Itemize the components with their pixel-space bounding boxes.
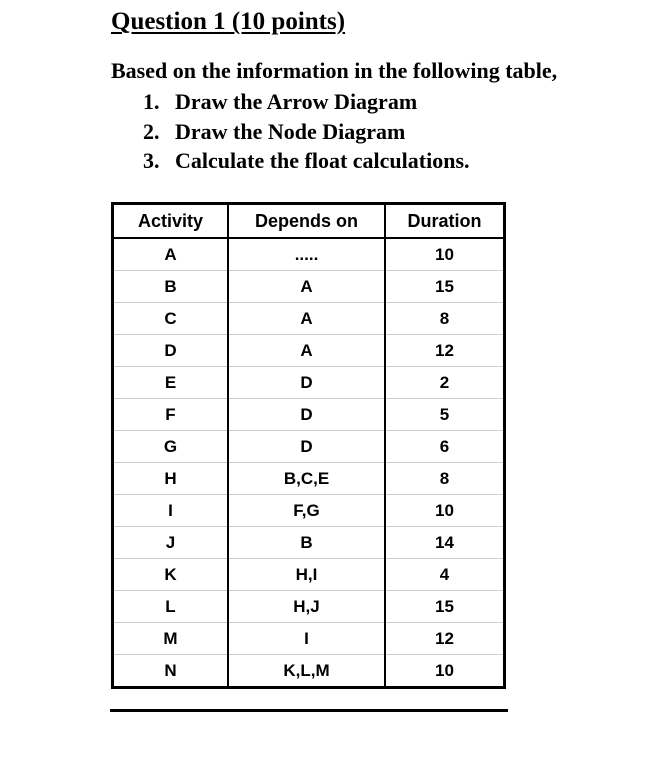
task-item bbox=[143, 117, 470, 147]
cell-depends-on: F,G bbox=[228, 495, 385, 527]
cell-duration: 4 bbox=[385, 559, 505, 591]
header-depends-on: Depends on bbox=[228, 204, 385, 239]
cell-activity: J bbox=[113, 527, 229, 559]
bottom-divider bbox=[110, 709, 508, 712]
cell-activity: E bbox=[113, 367, 229, 399]
cell-duration: 10 bbox=[385, 655, 505, 688]
cell-depends-on: I bbox=[228, 623, 385, 655]
cell-activity: F bbox=[113, 399, 229, 431]
cell-depends-on: H,J bbox=[228, 591, 385, 623]
question-title: Question 1 (10 points) bbox=[111, 8, 346, 35]
table-row bbox=[113, 527, 505, 559]
table-row bbox=[113, 463, 505, 495]
task-text: Draw the Arrow Diagram bbox=[175, 89, 418, 114]
header-activity: Activity bbox=[113, 204, 229, 239]
cell-duration: 15 bbox=[385, 271, 505, 303]
cell-activity: K bbox=[113, 559, 229, 591]
cell-duration: 6 bbox=[385, 431, 505, 463]
cell-duration: 8 bbox=[385, 303, 505, 335]
cell-duration: 10 bbox=[385, 495, 505, 527]
cell-activity: D bbox=[113, 335, 229, 367]
cell-depends-on: K,L,M bbox=[228, 655, 385, 688]
task-item bbox=[143, 146, 470, 176]
cell-activity: I bbox=[113, 495, 229, 527]
cell-depends-on: A bbox=[228, 271, 385, 303]
table-row bbox=[113, 495, 505, 527]
cell-depends-on: B,C,E bbox=[228, 463, 385, 495]
table-header-row bbox=[113, 204, 505, 239]
table-row bbox=[113, 271, 505, 303]
cell-depends-on: D bbox=[228, 399, 385, 431]
cell-activity: L bbox=[113, 591, 229, 623]
cell-duration: 12 bbox=[385, 623, 505, 655]
table-row bbox=[113, 367, 505, 399]
table-row bbox=[113, 559, 505, 591]
cell-depends-on: D bbox=[228, 431, 385, 463]
cell-activity: N bbox=[113, 655, 229, 688]
activity-table bbox=[111, 202, 506, 689]
task-text: Calculate the float calculations. bbox=[175, 148, 470, 173]
table-row bbox=[113, 303, 505, 335]
task-number: 2. bbox=[143, 118, 160, 144]
cell-activity: B bbox=[113, 271, 229, 303]
question-intro: Based on the information in the following table, bbox=[111, 58, 558, 83]
cell-depends-on: H,I bbox=[228, 559, 385, 591]
table-row bbox=[113, 399, 505, 431]
task-number: 3. bbox=[143, 148, 160, 173]
table-row bbox=[113, 591, 505, 623]
table-row bbox=[113, 431, 505, 463]
table-row bbox=[113, 623, 505, 655]
cell-duration: 14 bbox=[385, 527, 505, 559]
task-item bbox=[143, 87, 470, 117]
cell-depends-on: A bbox=[228, 303, 385, 335]
cell-activity: G bbox=[113, 431, 229, 463]
cell-duration: 2 bbox=[385, 367, 505, 399]
table-row bbox=[113, 335, 505, 367]
cell-duration: 10 bbox=[385, 238, 505, 271]
cell-duration: 5 bbox=[385, 399, 505, 431]
table-row bbox=[113, 655, 505, 688]
cell-duration: 8 bbox=[385, 463, 505, 495]
cell-duration: 15 bbox=[385, 591, 505, 623]
cell-depends-on: A bbox=[228, 335, 385, 367]
task-list bbox=[143, 87, 470, 176]
cell-activity: C bbox=[113, 303, 229, 335]
cell-depends-on: ..... bbox=[228, 238, 385, 271]
cell-depends-on: D bbox=[228, 367, 385, 399]
header-duration: Duration bbox=[385, 204, 505, 239]
cell-activity: H bbox=[113, 463, 229, 495]
task-text: Draw the Node Diagram bbox=[175, 118, 406, 144]
cell-duration: 12 bbox=[385, 335, 505, 367]
cell-activity: M bbox=[113, 623, 229, 655]
task-number: 1. bbox=[143, 89, 160, 114]
table-row bbox=[113, 238, 505, 271]
cell-activity: A bbox=[113, 238, 229, 271]
cell-depends-on: B bbox=[228, 527, 385, 559]
